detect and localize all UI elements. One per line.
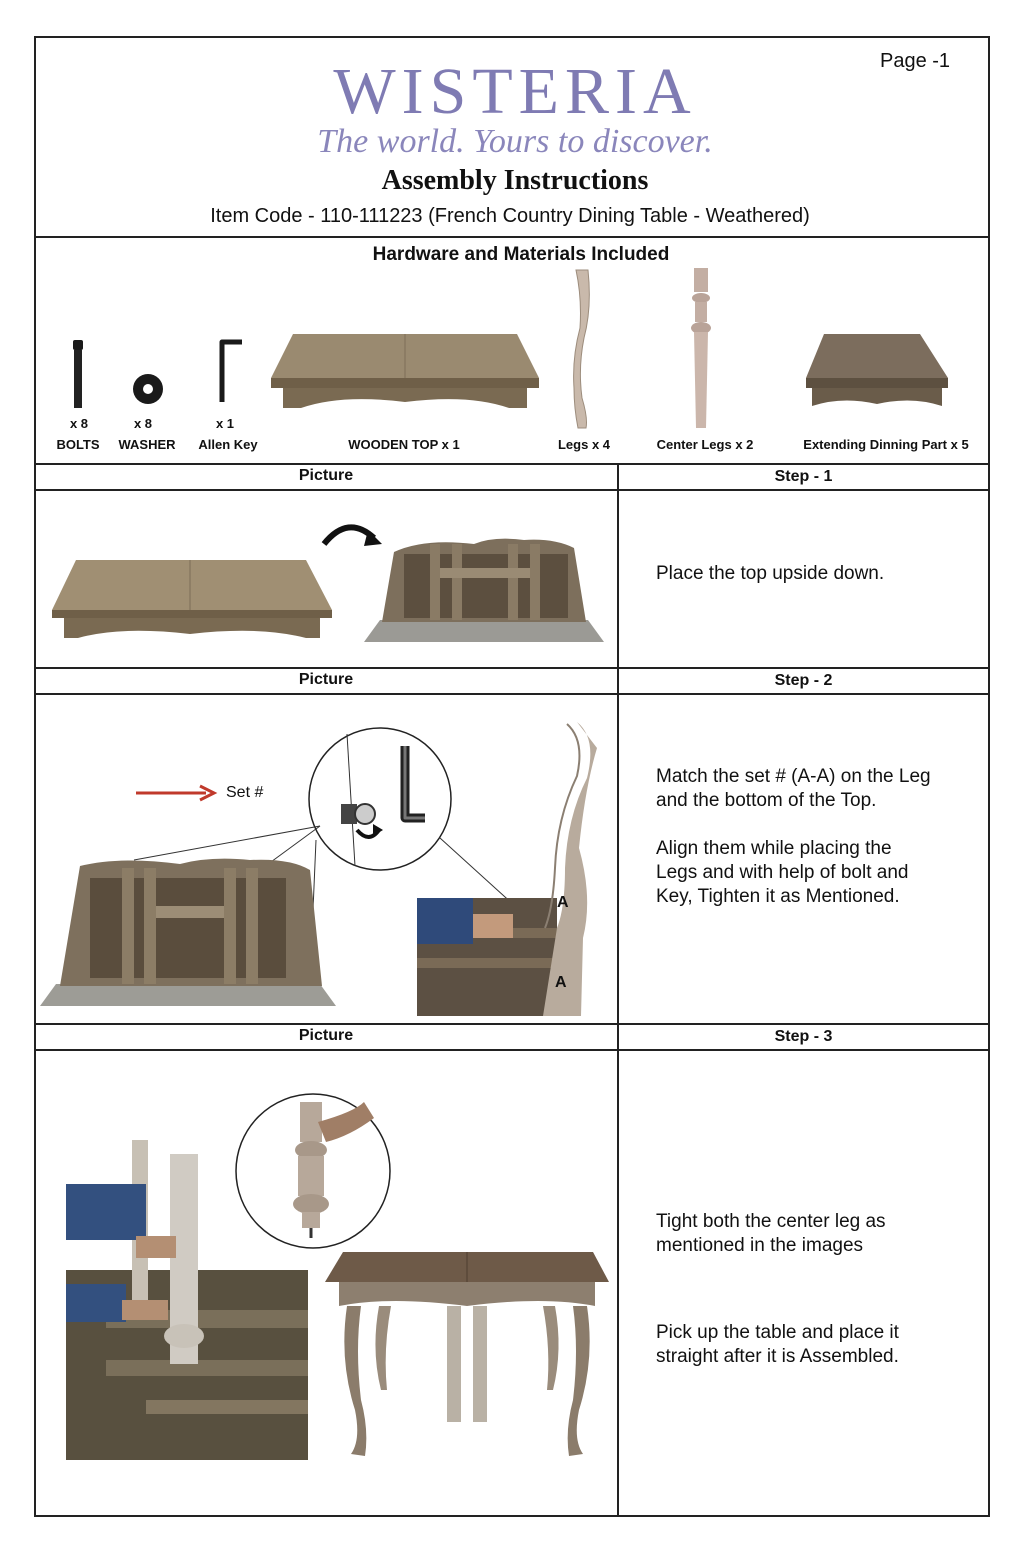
allen-key-label: Allen Key: [198, 437, 258, 452]
set-arrow-icon: [134, 783, 220, 803]
divider-step3-head: [34, 1049, 990, 1051]
brand-logo: WISTERIA: [333, 55, 697, 128]
step2-leg-photo: [417, 718, 597, 1016]
divider-header: [34, 236, 990, 238]
mark-a-top: A: [557, 894, 569, 911]
washer-icon: [131, 372, 165, 406]
document-title: Assembly Instructions: [381, 165, 649, 196]
divider-step2-head: [34, 693, 990, 695]
step1-top-image: [50, 558, 334, 642]
bolt-icon: [68, 340, 88, 410]
step3-text-tighten: Tight both the center leg as mentioned in the images: [656, 1211, 886, 1256]
column-divider: [617, 463, 619, 1517]
legs-label: Legs x 4: [557, 437, 611, 452]
item-code: Item Code - 110-111223 (French Country Dining Table - Weathered): [210, 205, 810, 227]
hardware-title: Hardware and Materials Included: [372, 244, 670, 265]
step3-picture-header: Picture: [298, 1027, 354, 1044]
step1-picture-header: Picture: [298, 467, 354, 484]
bolts-label: BOLTS: [56, 437, 100, 452]
assembled-table-image: [325, 1250, 609, 1462]
divider-hardware: [34, 463, 990, 465]
washer-qty: x 8: [133, 416, 153, 431]
wooden-top-label: WOODEN TOP x 1: [348, 437, 460, 452]
step2-upside-down-image: [40, 856, 336, 1008]
step3-text-place: Pick up the table and place it straight after it is Assembled.: [656, 1322, 899, 1367]
brand-tagline: The world. Yours to discover.: [317, 123, 713, 160]
allen-key-qty: x 1: [215, 416, 235, 431]
step3-header: Step - 3: [774, 1028, 833, 1045]
step1-upside-down-image: [364, 534, 604, 644]
extending-part-image: [802, 332, 952, 412]
divider-step1-head: [34, 489, 990, 491]
step3-install-photo: [66, 1140, 308, 1460]
bolts-qty: x 8: [69, 416, 89, 431]
set-label: Set #: [226, 784, 264, 801]
step2-picture-header: Picture: [298, 671, 354, 688]
step2-header: Step - 2: [774, 672, 833, 689]
page-number: Page -1: [880, 50, 951, 72]
washer-label: WASHER: [118, 437, 176, 452]
step1-header: Step - 1: [774, 468, 833, 485]
center-legs-label: Center Legs x 2: [656, 437, 754, 452]
leg-image: [562, 268, 602, 433]
allen-key-icon: [212, 336, 246, 406]
mark-a-bottom: A: [555, 974, 567, 991]
extending-part-label: Extending Dinning Part x 5: [803, 437, 969, 452]
divider-step2: [34, 1023, 990, 1025]
step1-text: Place the top upside down.: [656, 563, 885, 584]
center-leg-image: [686, 268, 716, 433]
divider-step1: [34, 667, 990, 669]
step2-text: Match the set # (A-A) on the Leg and the bottom of the Top. Align them while placing the Legs and with help of bolt and Key, Tighten it as Mentioned.: [656, 766, 931, 907]
wooden-top-image: [269, 332, 541, 412]
